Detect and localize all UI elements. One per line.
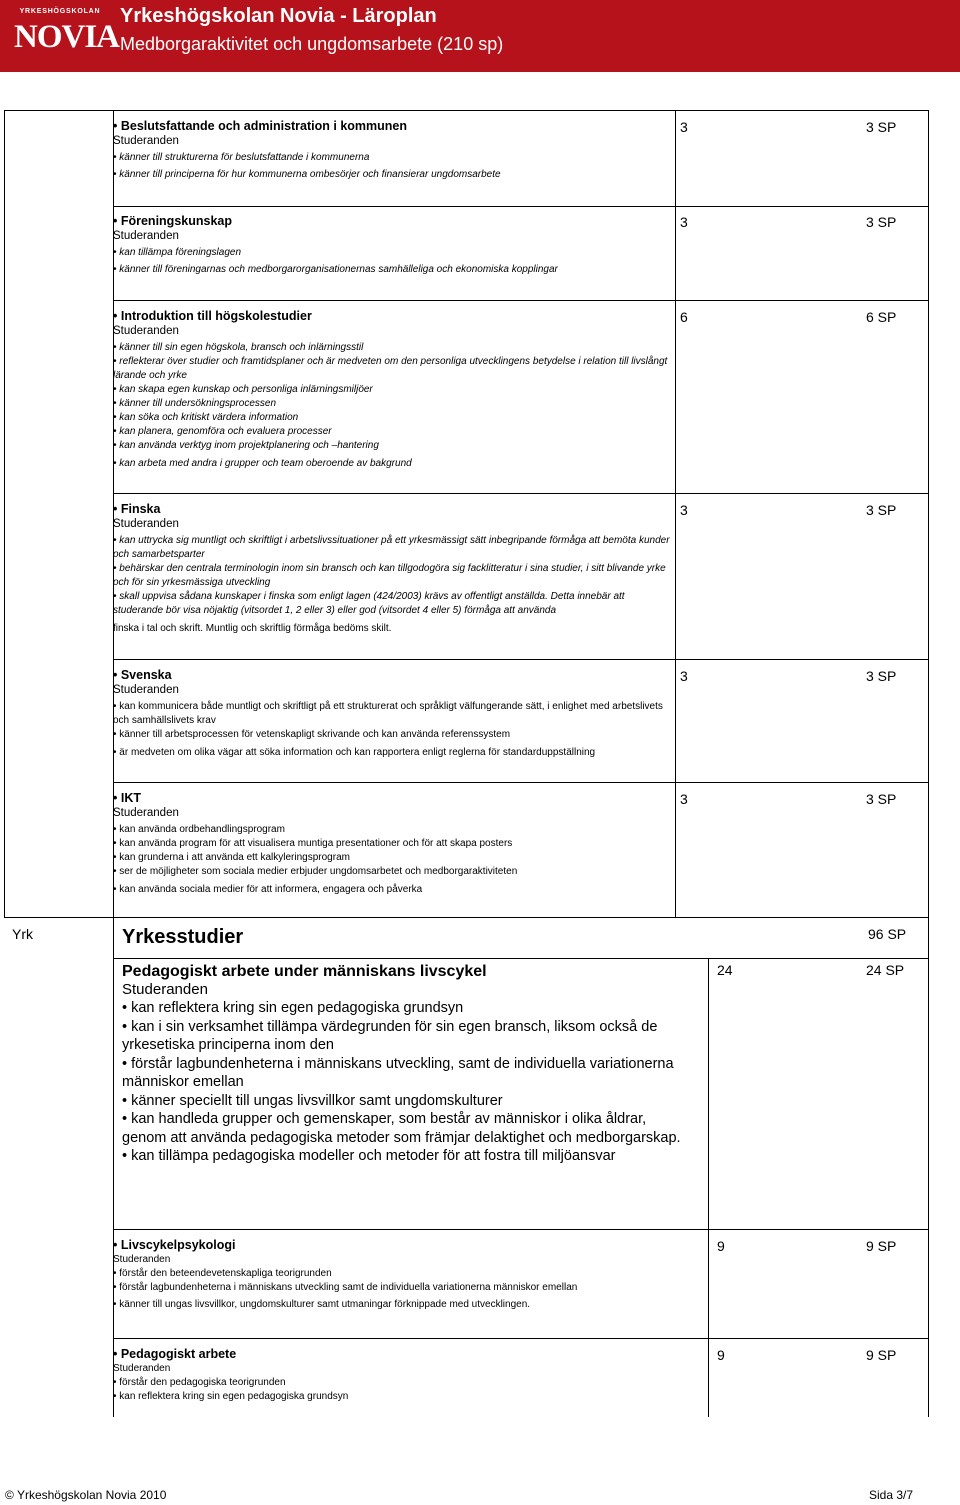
course-label: Studeranden [113, 684, 179, 696]
list-item: • är medveten om olika vägar att söka information och kan rapportera enligt reglerna för standarduppställning [113, 747, 596, 758]
list-item: • kan tillämpa pedagogiska modeller och metoder för att fostra till miljöansvar [122, 1148, 616, 1164]
list-item: • kan arbeta med andra i grupper och team oberoende av bakgrund [113, 458, 412, 469]
list-item: • kan handleda grupper och gemenskaper, som består av människor i olika åldrar, genom att använda pedagogiska metoder som främjar delaktighet och medborgarskap. [122, 1111, 681, 1146]
course-sp: 3 SP [866, 214, 897, 230]
logo-main-text: NOVIA [14, 19, 120, 55]
document-title: Yrkeshögskolan Novia - Läroplan [120, 5, 437, 27]
list-item: • känner till undersökningsprocessen [113, 398, 277, 409]
course-title: • IKT [113, 791, 141, 805]
list-item: • kan söka och kritiskt värdera information [113, 412, 299, 423]
list-item: • kan använda ordbehandlingsprogram [113, 824, 285, 835]
course-title: • Livscykelpsykologi [113, 1238, 236, 1252]
row-rule [113, 1338, 928, 1339]
list-item: • kan reflektera kring sin egen pedagogiska grundsyn [122, 1000, 464, 1016]
course-sp: 9 SP [866, 1347, 897, 1363]
module-credits: 24 [717, 962, 733, 978]
course-entry [113, 668, 671, 760]
course-title: • Svenska [113, 668, 172, 682]
course-sp: 6 SP [866, 309, 897, 325]
course-title: • Beslutsfattande och administration i kommunen [113, 119, 408, 133]
course-credits: 9 [717, 1347, 725, 1363]
module-label: Studeranden [122, 981, 208, 998]
row-rule [113, 659, 928, 660]
list-item: • kan använda program för att visualisera muntiga presentationer och för att skapa posters [113, 838, 513, 849]
list-item: • förstår lagbundenheterna i människans utveckling, samt de individuella variationerna människor emellan [122, 1055, 674, 1090]
list-item: • kan kommunicera både muntligt och skriftligt på ett strukturerat och språkligt välfungerande sätt, i enlighet med arbetslivets och samhällslivets krav [113, 701, 663, 726]
footer-copyright: © Yrkeshögskolan Novia 2010 [5, 1488, 167, 1502]
course-title: • Föreningskunskap [113, 214, 232, 228]
course-title: • Introduktion till högskolestudier [113, 309, 312, 323]
course-sp: 3 SP [866, 502, 897, 518]
course-label: Studeranden [113, 230, 179, 242]
list-item: • förstår lagbundenheterna i människans utveckling samt de individuella variationerna människor emellan [113, 1282, 578, 1293]
course-credits: 3 [680, 502, 688, 518]
novia-logo [14, 6, 120, 64]
row-rule [113, 300, 928, 301]
course-entry [113, 214, 683, 277]
course-entry [113, 1347, 693, 1404]
row-rule [113, 206, 928, 207]
list-item: • behärskar den centrala terminologin inom sin bransch och kan tillgodogöra sig facklitteratur i sina studier, i sitt blivande yrke och för sin yrkesmässiga utveckling [113, 563, 666, 588]
course-entry [113, 1238, 693, 1312]
module-entry [122, 962, 682, 1166]
course-sp: 3 SP [866, 668, 897, 684]
course-credits: 6 [680, 309, 688, 325]
course-sp: 3 SP [866, 791, 897, 807]
list-item: • förstår den beteendevetenskapliga teorigrunden [113, 1268, 332, 1279]
list-item: • känner till principerna för hur kommunerna ombesörjer och finansierar ungdomsarbete [113, 169, 501, 180]
list-item: • känner till strukturerna för beslutsfattande i kommunerna [113, 152, 370, 163]
column-rule [113, 110, 114, 1417]
course-title: • Finska [113, 502, 161, 516]
course-credits: 3 [680, 791, 688, 807]
course-sp: 9 SP [866, 1238, 897, 1254]
course-entry [113, 502, 675, 636]
course-label: Studeranden [113, 1363, 171, 1374]
column-rule [708, 958, 709, 1417]
list-item: • ser de möjligheter som sociala medier erbjuder ungdomsarbetet och medborgaraktiviteten [113, 866, 518, 877]
course-entry [113, 309, 683, 471]
list-item: • känner till arbetsprocessen för vetenskapligt skrivande och kan använda referenssystem [113, 729, 511, 740]
row-rule [113, 1229, 928, 1230]
course-label: Studeranden [113, 1254, 171, 1265]
course-credits: 3 [680, 214, 688, 230]
list-item: • kan använda verktyg inom projektplanering och –hantering [113, 440, 379, 451]
logo-top-text: YRKESHÖGSKOLAN [19, 8, 101, 15]
list-item: • skall uppvisa sådana kunskaper i finska som enligt lagen (424/2003) krävs av offentligt anställda. Detta innebär att studerande bör visa nöjaktig (vitsordet 1, 2 eller 3) eller god (vitsordet 4 eller 5) förmåga att använda [113, 591, 625, 616]
course-credits: 9 [717, 1238, 725, 1254]
list-item: • känner till föreningarnas och medborgarorganisationernas samhälleliga och ekonomiska kopplingar [113, 264, 558, 275]
row-rule [4, 917, 929, 918]
list-item: • kan planera, genomföra och evaluera processer [113, 426, 332, 437]
section-title: Yrkesstudier [122, 926, 244, 948]
row-rule [113, 493, 928, 494]
course-label: Studeranden [113, 518, 179, 530]
list-item: • känner till sin egen högskola, bransch och inlärningsstil [113, 342, 364, 353]
header-bar [0, 0, 960, 72]
course-label: Studeranden [113, 325, 179, 337]
course-label: Studeranden [113, 807, 179, 819]
row-rule [113, 958, 928, 959]
course-entry [113, 119, 683, 182]
row-rule [113, 782, 928, 783]
column-rule [928, 110, 929, 1417]
table-top-rule [4, 110, 929, 111]
section-sp: 96 SP [868, 926, 907, 942]
section-code: Yrk [12, 926, 33, 942]
table-left-rule [4, 110, 5, 918]
list-item: • kan tillämpa föreningslagen [113, 247, 242, 258]
list-item: • känner till ungas livsvillkor, ungdomskulturer samt utmaningar förknippade med utvecklingen. [113, 1299, 531, 1310]
course-credits: 3 [680, 119, 688, 135]
course-label: Studeranden [113, 135, 179, 147]
module-sp: 24 SP [866, 962, 905, 978]
list-item: • kan uttrycka sig muntligt och skriftligt i arbetslivssituationer på ett yrkesmässigt sätt inbegripande förmåga att bemöta kunder och samarbetsparter [113, 535, 670, 560]
document-subtitle: Medborgaraktivitet och ungdomsarbete (210 sp) [120, 34, 504, 54]
course-entry [113, 791, 683, 897]
footer-page-number: Sida 3/7 [869, 1488, 914, 1502]
list-item: • reflekterar över studier och framtidsplaner och är medveten om den personliga utvecklingens betydelse i relation till livslångt lärande och yrke [113, 356, 668, 381]
list-item: finska i tal och skrift. Muntlig och skriftlig förmåga bedöms skilt. [113, 623, 392, 634]
list-item: • kan reflektera kring sin egen pedagogiska grundsyn [113, 1391, 349, 1402]
course-sp: 3 SP [866, 119, 897, 135]
module-title: Pedagogiskt arbete under människans livscykel [122, 963, 487, 980]
course-credits: 3 [680, 668, 688, 684]
list-item: • kan i sin verksamhet tillämpa värdegrunden för sin egen bransch, liksom också de yrkesetiska principerna inom den [122, 1018, 658, 1053]
list-item: • känner speciellt till ungas livsvillkor samt ungdomskulturer [122, 1092, 503, 1109]
course-title: • Pedagogiskt arbete [113, 1347, 237, 1361]
list-item: • kan grunderna i att använda ett kalkyleringsprogram [113, 852, 350, 863]
list-item: • kan skapa egen kunskap och personliga inlärningsmiljöer [113, 384, 373, 395]
list-item: • förstår den pedagogiska teorigrunden [113, 1377, 286, 1388]
list-item: • kan använda sociala medier för att informera, engagera och påverka [113, 884, 423, 895]
